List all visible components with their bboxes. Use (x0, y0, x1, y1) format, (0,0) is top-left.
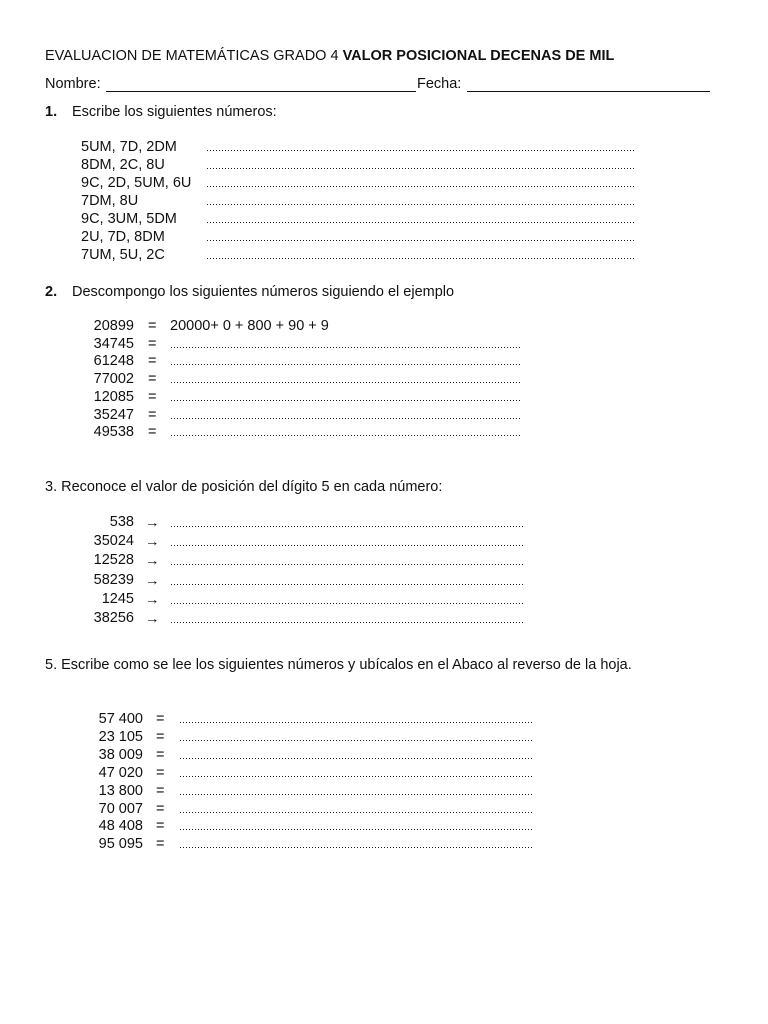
number-value: 77002 (93, 371, 134, 388)
number-description: 9C, 3UM, 5DM (81, 211, 177, 227)
number-value: 38256 (93, 610, 134, 626)
fecha-field[interactable] (467, 91, 710, 92)
answer-line[interactable] (170, 342, 520, 350)
answer-line[interactable] (206, 181, 634, 189)
number-value: 61248 (93, 353, 134, 370)
answer-line[interactable] (179, 789, 533, 797)
number-description: 9C, 2D, 5UM, 6U (81, 175, 192, 191)
number-value: 538 (109, 514, 134, 530)
number-description: 7DM, 8U (81, 193, 139, 209)
number-value: 58239 (93, 571, 134, 588)
equals-sign: = (156, 764, 165, 781)
number-value: 34745 (93, 335, 134, 352)
number-value: 38 009 (98, 746, 143, 763)
arrow-icon: → (145, 611, 160, 627)
answer-line[interactable] (179, 735, 533, 743)
answer-line[interactable] (170, 395, 520, 403)
answer-line[interactable] (170, 617, 524, 625)
answer-line[interactable] (206, 163, 634, 171)
number-value: 13 800 (98, 782, 143, 799)
answer-line[interactable] (206, 253, 634, 261)
equals-sign: = (156, 728, 165, 745)
equals-sign: = (148, 371, 157, 388)
answer-line[interactable] (206, 145, 634, 153)
answer-line[interactable] (206, 199, 634, 207)
equals-sign: = (156, 836, 165, 853)
number-value: 95 095 (98, 836, 143, 853)
number-description: 8DM, 2C, 8U (81, 157, 165, 173)
equals-sign: = (148, 424, 157, 441)
equals-sign: = (156, 818, 165, 835)
number-value: 35024 (93, 533, 134, 550)
answer-line[interactable] (170, 540, 524, 548)
number-description: 2U, 7D, 8DM (81, 229, 165, 245)
answer-line[interactable] (170, 430, 520, 438)
equals-sign: = (156, 711, 165, 727)
title-normal: EVALUACION DE MATEMÁTICAS GRADO 4 (45, 48, 339, 64)
equals-sign: = (148, 406, 157, 423)
section2-instruction: Descompongo los siguientes números siguiendo el ejemplo (72, 284, 455, 300)
answer-line[interactable] (170, 598, 524, 606)
arrow-icon: → (145, 534, 160, 551)
number-value: 49538 (93, 424, 134, 441)
arrow-icon: → (145, 591, 160, 608)
number-value: 57 400 (98, 711, 143, 727)
equals-sign: = (156, 782, 165, 799)
answer-line[interactable] (170, 559, 524, 567)
nombre-label: Nombre: (45, 76, 101, 92)
number-value: 12085 (93, 388, 134, 405)
equals-sign: = (148, 318, 157, 334)
answer-line[interactable] (179, 842, 533, 850)
answer-line[interactable] (179, 824, 533, 832)
answer-line[interactable] (206, 235, 634, 243)
equals-sign: = (148, 353, 157, 370)
answer-line[interactable] (170, 377, 520, 385)
number-value: 35247 (93, 406, 134, 423)
fecha-label: Fecha: (417, 76, 462, 92)
section1-number: 1. (45, 104, 58, 120)
equals-sign: = (156, 800, 165, 817)
number-value: 70 007 (98, 800, 143, 817)
answer-line[interactable] (206, 217, 634, 225)
answer-line[interactable] (179, 717, 533, 725)
number-description: 5UM, 7D, 2DM (81, 139, 177, 155)
page-title (45, 48, 614, 64)
number-value: 48 408 (98, 818, 143, 835)
equals-sign: = (148, 335, 157, 352)
section5-instruction: 5. Escribe como se lee los siguientes números y ubícalos en el Abaco al reverso de la hoja. (45, 657, 632, 673)
answer-line[interactable] (170, 413, 520, 421)
answer-line[interactable] (170, 579, 524, 587)
answer-line[interactable] (170, 359, 520, 367)
section3-instruction: 3. Reconoce el valor de posición del dígito 5 en cada número: (45, 479, 443, 495)
arrow-icon: → (145, 553, 160, 570)
number-description: 7UM, 5U, 2C (81, 247, 165, 263)
number-value: 47 020 (98, 764, 143, 781)
equals-sign: = (156, 746, 165, 763)
answer-line[interactable] (179, 771, 533, 779)
example-answer: 20000+ 0 + 800 + 90 + 9 (170, 318, 329, 334)
answer-line[interactable] (170, 521, 524, 529)
arrow-icon: → (145, 515, 160, 531)
answer-line[interactable] (179, 807, 533, 815)
section2-number: 2. (45, 284, 58, 300)
number-value: 20899 (93, 318, 134, 334)
number-value: 12528 (93, 552, 134, 569)
equals-sign: = (148, 388, 157, 405)
arrow-icon: → (145, 572, 160, 589)
nombre-field[interactable] (106, 91, 416, 92)
number-value: 23 105 (98, 728, 143, 745)
answer-line[interactable] (179, 753, 533, 761)
number-value: 1245 (101, 590, 134, 607)
title-bold: VALOR POSICIONAL DECENAS DE MIL (342, 48, 615, 64)
section1-instruction: Escribe los siguientes números: (72, 104, 277, 120)
